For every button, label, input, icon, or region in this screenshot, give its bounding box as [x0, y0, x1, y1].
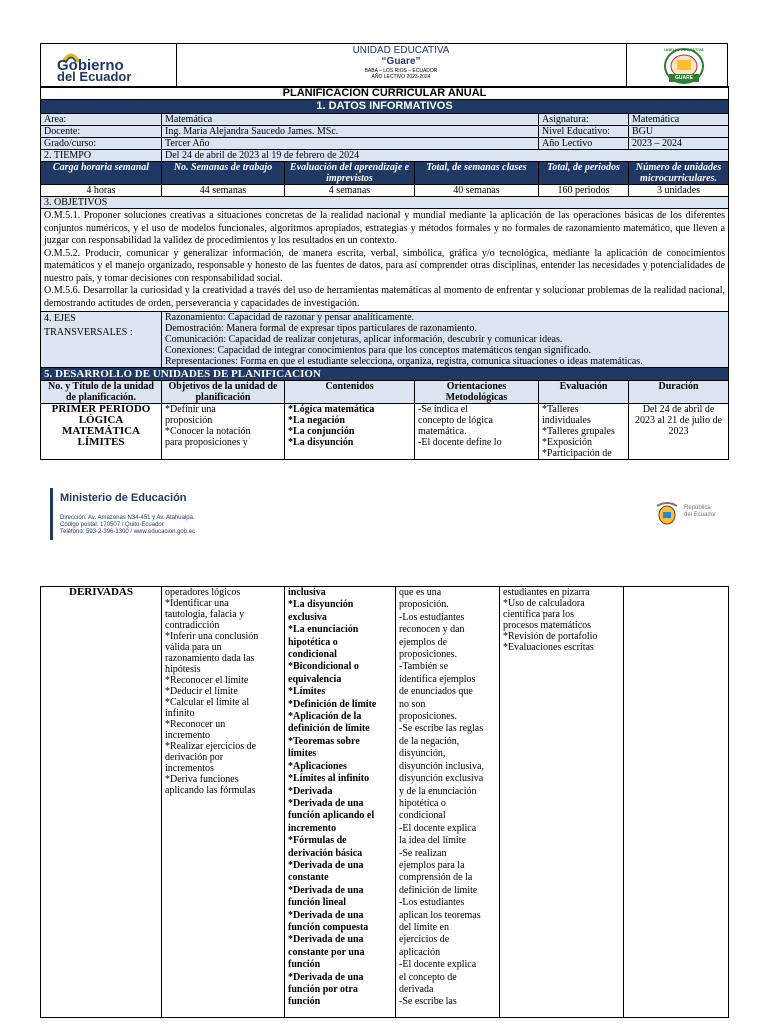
docente-label: Docente: — [41, 126, 162, 138]
contenido-line: función por otra — [288, 984, 358, 995]
time-value-semanas: 44 semanas — [162, 185, 285, 197]
lectivo-value: 2023 – 2024 — [629, 138, 729, 150]
contenido-line: equivalencia — [288, 673, 342, 685]
eje-item: Demostración: Manera formal de expresar tipos particulares de razonamiento. — [165, 323, 477, 334]
planning-table — [40, 86, 729, 460]
objetivo-line: *Definir una — [165, 404, 216, 415]
orientacion-line: -Se escribe las reglas — [399, 723, 484, 735]
school-seal — [663, 47, 705, 85]
objetivo-line: *Calcular el límite al — [165, 697, 250, 708]
orientacion-line: de enunciados que — [399, 686, 473, 698]
units-header-duracion: Duración — [629, 381, 729, 404]
contenido-line: función compuesta — [288, 921, 369, 933]
contenido-line: definición de límite — [288, 723, 370, 735]
orientacion-line: -Se realizan — [399, 847, 447, 859]
gobierno-logo — [49, 50, 164, 82]
evaluacion-line: estudiantes en pizarra — [503, 587, 590, 598]
time-header-total-semanas: Total, de semanas clases — [415, 162, 539, 185]
orientacion-line: y de la enunciación — [399, 785, 477, 797]
ejes-list — [162, 312, 729, 368]
orientacion-line: de la negación, — [399, 735, 460, 747]
contenido-line: constante por una — [288, 946, 365, 958]
contenido-line: *Lógica matemática — [288, 404, 375, 415]
orientacion-line: -También se — [399, 661, 449, 673]
time-value-total-semanas: 40 semanas — [415, 185, 539, 197]
orientacion-line: reconocen y dan — [399, 624, 465, 636]
orientacion-line: disyunción, — [399, 748, 446, 760]
time-header-unidades: Número de unidades microcurriculares. — [629, 162, 729, 185]
orientacion-line: matemática. — [418, 426, 467, 437]
units-header-titulo: No. y Título de la unidad de planificación. — [41, 381, 162, 404]
unit-orientaciones-cell — [415, 404, 539, 460]
contenido-line: derivación básica — [288, 847, 363, 859]
unit-orientaciones-cell — [396, 587, 500, 1018]
contenido-line: *La disyunción — [288, 599, 354, 611]
footer-address-3: Teléfono: 593-2-396-1300 / www.educacion.gob.ec — [60, 529, 196, 535]
unit-title-cell — [41, 404, 162, 460]
orientacion-line: -El docente explica — [399, 959, 477, 971]
evaluacion-line: *Participación de — [542, 448, 612, 459]
unit-objetivos-cell — [162, 587, 285, 1018]
contenido-line: inclusiva — [288, 587, 326, 598]
orientacion-line: identifica ejemplos — [399, 673, 476, 685]
republic-text-1: República — [684, 505, 711, 511]
orientacion-line: comprensión de la — [399, 872, 473, 884]
seal-divider — [626, 44, 627, 87]
nivel-label: Nivel Educativo: — [539, 126, 629, 138]
objetivo-line: aplicando las fórmulas — [165, 785, 256, 796]
contenido-line: *Aplicaciones — [288, 760, 347, 772]
section-5-title: 5. DESARROLLO DE UNIDADES DE PLANIFICACION — [41, 368, 729, 381]
objetivo-line: contradicción — [165, 620, 220, 631]
objetivo-line: para proposiciones y — [165, 437, 248, 448]
contenido-line: *Definición de límite — [288, 698, 377, 710]
contenido-line: exclusiva — [288, 611, 327, 623]
contenido-line: *Derivada de una — [288, 971, 364, 983]
objetivo-item: O.M.5.2. Producir, comunicar y generalizar información, de manera escrita, verbal, simbólica, gráfica y/o tecnológica, mediante la aplicación de conocimientos matemáticos y el manejo organizado, responsable y honesto de las fuentes de datos, para así comprender otras disciplinas, entender las necesidades y potencialidades de nuestro país, y tomar decisiones con responsabilidad social. — [44, 247, 726, 284]
eje-item: Razonamiento: Capacidad de razonar y pensar analíticamente. — [165, 312, 415, 323]
orientacion-line: -El docente define lo — [418, 437, 502, 448]
contenido-line: *La negación — [288, 415, 345, 426]
time-value-carga: 4 horas — [41, 185, 162, 197]
contenido-line: *La enunciación — [288, 624, 359, 636]
orientacion-line: no son — [399, 698, 426, 710]
ecuador-coat-of-arms-icon — [654, 500, 680, 526]
orientacion-line: proposición. — [399, 599, 449, 611]
orientacion-line: el concepto de — [399, 971, 457, 983]
units-header-orientaciones: Orientaciones Metodológicas — [415, 381, 539, 404]
logo-text-ecuador: del Ecuador — [57, 69, 132, 84]
objetivos-label: 3. OBJETIVOS — [41, 197, 729, 209]
unit-contenidos-cell — [285, 404, 415, 460]
contenido-line: función aplicando el — [288, 810, 375, 822]
contenido-line: *Aplicación de la — [288, 711, 362, 723]
eje-item: Comunicación: Capacidad de realizar conjeturas, aplicar información, descubrir y comunicar ideas. — [165, 334, 563, 345]
contenido-line: *Derivada de una — [288, 934, 364, 946]
unit-title-line: LÍMITES — [77, 436, 125, 448]
contenido-line: *Fórmulas de — [288, 835, 347, 847]
tiempo-value: Del 24 de abril de 2023 al 19 de febrero de 2024 — [162, 150, 729, 162]
time-header-carga: Carga horaria semanal — [41, 162, 162, 185]
contenido-line: función — [288, 959, 321, 971]
contenido-line: *La conjunción — [288, 426, 355, 437]
objetivo-line: proposición — [165, 415, 213, 426]
orientacion-line: definición de límite — [399, 884, 478, 896]
unit-duracion-cell — [624, 587, 729, 1018]
evaluacion-line: *Evaluaciones escritas — [503, 642, 594, 653]
objetivo-line: *Reconocer un — [165, 719, 226, 730]
objetivo-item: O.M.5.1. Proponer soluciones creativas a situaciones concretas de la realidad nacional y mundial mediante la aplicación de las operaciones básicas de los diferentes conjuntos numéricos, y el uso de modelos funcionales, algoritmos apropiados, estrategias y métodos formales y no formales de razonamiento matemático, que lleven a juzgar con responsabilidad la validez de procedimientos y los resultados en un contexto. — [44, 210, 726, 246]
ministry-name: Ministerio de Educación — [60, 492, 187, 504]
evaluacion-line: procesos matemáticos — [503, 620, 592, 631]
tiempo-label: 2. TIEMPO — [41, 150, 162, 162]
objetivo-line: incremento — [165, 730, 210, 741]
orientacion-line: ejemplos para la — [399, 859, 465, 871]
objetivo-line: *Conocer la notación — [165, 426, 251, 437]
section-1-title: 1. DATOS INFORMATIVOS — [41, 100, 729, 114]
footer-address-1: Dirección: Av. Amazonas N34-451 y Av. Atahualpa. — [60, 515, 195, 521]
orientacion-line: -Se escribe las — [399, 996, 457, 1008]
contenido-line: constante — [288, 872, 329, 884]
area-value: Matemática — [162, 114, 539, 126]
evaluacion-line: *Talleres grupales — [542, 426, 615, 437]
contenido-line: función — [288, 996, 321, 1008]
orientacion-line: proposiciones. — [399, 649, 458, 661]
unit-evaluacion-cell — [539, 404, 629, 460]
orientacion-line: ejemplos de — [399, 636, 448, 648]
asignatura-value: Matemática — [629, 114, 729, 126]
objetivo-line: razonamiento dada las — [165, 653, 255, 664]
objetivo-line: *Deducir el límite — [165, 686, 238, 697]
time-header-periodos: Total, de periodos — [539, 162, 629, 185]
time-value-evaluacion: 4 semanas — [285, 185, 415, 197]
docente-value: Ing. Maria Alejandra Saucedo James. MSc. — [162, 126, 539, 138]
unit-title-line: PRIMER PERIODO — [51, 403, 151, 415]
unit-title-cell: DERIVADAS — [41, 587, 162, 1018]
contenido-line: *Derivada de una — [288, 797, 364, 809]
objetivo-line: válida para un — [165, 642, 222, 653]
objetivo-line: incrementos — [165, 763, 214, 774]
logo-text-gobierno: Gobierno — [57, 57, 124, 74]
time-value-periodos: 160 periodos — [539, 185, 629, 197]
objetivo-line: derivación por — [165, 752, 224, 763]
grado-value: Tercer Año — [162, 138, 539, 150]
contenido-line: condicional — [288, 649, 337, 661]
objetivo-line: hipótesis — [165, 664, 201, 675]
nivel-value: BGU — [629, 126, 729, 138]
orientacion-line: -El docente explica — [399, 822, 477, 834]
units-header-evaluacion: Evaluación — [539, 381, 629, 404]
document-header — [40, 43, 728, 88]
orientacion-line: -Se indica el — [418, 404, 468, 415]
contenido-line: *Bicondicional o — [288, 661, 359, 673]
objetivo-line: *Deriva funciones — [165, 774, 239, 785]
objetivo-item: O.M.5.6. Desarrollar la curiosidad y la creatividad a través del uso de herramientas matemáticas al momento de enfrentar y solucionar problemas de la realidad nacional, demostrando actitudes de orden, perseverancia y capacidades de investigación. — [44, 285, 726, 309]
contenido-line: *Derivada de una — [288, 859, 364, 871]
contenido-line: incremento — [288, 822, 337, 834]
objetivo-line: *Identificar una — [165, 598, 229, 609]
contenido-line: *Límites al infinito — [288, 773, 370, 785]
evaluacion-line: *Revisión de portafolio — [503, 631, 598, 642]
page-footer — [50, 488, 730, 548]
eje-item: Conexiones: Capacidad de integrar conocimientos para que los conceptos matemáticos tengan significado. — [165, 345, 591, 356]
school-year: AÑO LECTIVO 2023-2024 — [371, 74, 431, 80]
unit-title-line: MATEMÁTICA — [61, 425, 140, 437]
contenido-line: *Límites — [288, 686, 326, 698]
orientacion-line: -Los estudiantes — [399, 611, 465, 623]
unit-objetivos-cell — [162, 404, 285, 460]
contenido-line: límites — [288, 748, 317, 760]
orientacion-line: del límite en — [399, 921, 449, 933]
lectivo-label: Año Lectivo — [539, 138, 629, 150]
contenido-line: hipotética o — [288, 636, 338, 648]
orientacion-line: ejercicios de — [399, 934, 450, 946]
planning-table-continued — [40, 586, 729, 1018]
school-location: BABA – LOS RIOS – ECUADOR — [364, 68, 438, 74]
republic-text-2: del Ecuador — [684, 512, 717, 518]
asignatura-label: Asignatura: — [539, 114, 629, 126]
unit-contenidos-cell — [285, 587, 396, 1018]
orientacion-line: hipotética o — [399, 797, 446, 809]
orientacion-line: aplican los teoremas — [399, 909, 481, 921]
objetivos-list — [41, 209, 729, 312]
contenido-line: *Derivada de una — [288, 909, 364, 921]
objetivo-line: *Realizar ejercicios de — [165, 741, 257, 752]
units-header-objetivos: Objetivos de la unidad de planificación — [162, 381, 285, 404]
contenido-line: *Teoremas sobre — [288, 735, 360, 747]
unit-title-line: LÓGICA — [78, 414, 124, 426]
time-value-unidades: 3 unidades — [629, 185, 729, 197]
units-header-contenidos: Contenidos — [285, 381, 415, 404]
evaluacion-line: *Talleres individuales — [542, 404, 591, 426]
footer-accent-bar — [50, 488, 53, 540]
area-label: Area: — [41, 114, 162, 126]
contenido-line: *Derivada de una — [288, 884, 364, 896]
contenido-line: *Derivada — [288, 785, 333, 797]
contenido-line: *La disyunción — [288, 437, 354, 448]
orientacion-line: la idea del límite — [399, 835, 466, 847]
orientacion-line: condicional — [399, 810, 446, 822]
orientacion-line: disyunción inclusiva, — [399, 760, 484, 772]
school-type: UNIDAD EDUCATIVA — [352, 45, 450, 56]
unit-duracion-cell: Del 24 de abril de 2023 al 21 de julio de 2023 — [629, 404, 729, 460]
footer-address-2: Código postal: 170507 / Quito-Ecuador — [60, 522, 164, 528]
evaluacion-line: *Uso de calculadora — [503, 598, 585, 609]
grado-label: Grado/curso: — [41, 138, 162, 150]
orientacion-line: proposiciones. — [399, 711, 458, 723]
orientacion-line: derivada — [399, 984, 434, 995]
time-header-evaluacion: Evaluación del aprendizaje e imprevistos — [285, 162, 415, 185]
orientacion-line: que es una — [399, 587, 442, 598]
objetivo-line: *Reconocer el límite — [165, 675, 249, 686]
objetivo-line: *Inferir una conclusión — [165, 631, 259, 642]
seal-top-text: UNIDAD EDUCATIVA — [664, 47, 704, 52]
contenido-line: función lineal — [288, 897, 347, 909]
page-title: PLANIFICACIÓN CURRICULAR ANUAL — [41, 87, 729, 100]
orientacion-line: -Los estudiantes — [399, 897, 465, 909]
evaluacion-line: científica para los — [503, 609, 575, 620]
objetivo-line: tautología, falacia y — [165, 609, 245, 620]
objetivo-line: infinito — [165, 708, 195, 719]
evaluacion-line: *Exposición — [542, 437, 592, 448]
seal-label: GUARE — [674, 75, 694, 81]
objetivo-line: operadores lógicos — [165, 587, 241, 598]
orientacion-line: concepto de lógica — [418, 415, 493, 426]
unit-evaluacion-cell — [500, 587, 624, 1018]
orientacion-line: disyunción exclusiva — [399, 773, 484, 785]
school-name: “Guare” — [381, 56, 421, 67]
time-header-semanas: No. Semanas de trabajo — [162, 162, 285, 185]
orientacion-line: aplicación — [399, 946, 441, 958]
ejes-label: 4. EJES TRANSVERSALES : — [41, 312, 162, 368]
eje-item: Representaciones: Forma en que el estudiante selecciona, organiza, registra, comunica situaciones o ideas matemáticas. — [165, 356, 643, 367]
